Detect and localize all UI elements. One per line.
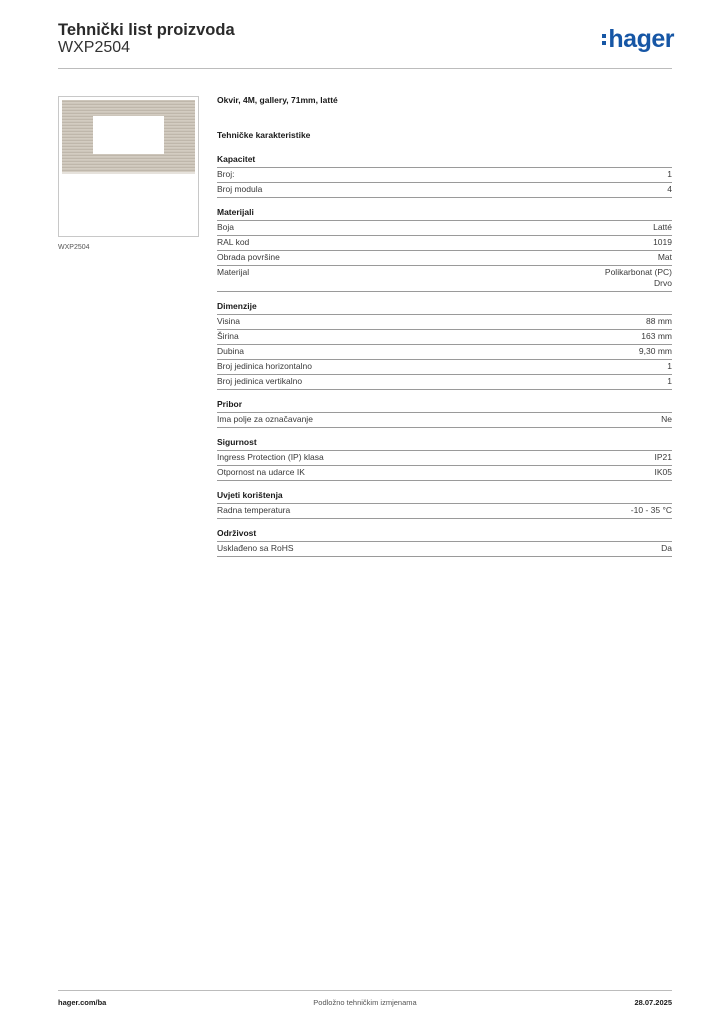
spec-value-line: Polikarbonat (PC)	[604, 267, 672, 277]
logo-dots-icon	[602, 34, 606, 45]
section-title: Materijali	[217, 207, 672, 221]
section-title: Kapacitet	[217, 154, 672, 168]
footer-divider	[58, 990, 672, 991]
spec-row	[217, 466, 672, 481]
spec-row	[217, 183, 672, 198]
spec-value	[667, 376, 672, 387]
footer	[58, 998, 672, 1007]
image-caption: WXP2504	[58, 244, 90, 251]
spec-row	[217, 413, 672, 428]
spec-label: Dubina	[217, 346, 244, 356]
footer-notice: Podložno tehničkim izmjenama	[313, 998, 417, 1007]
spec-label: Boja	[217, 222, 235, 232]
spec-value	[661, 543, 672, 554]
spec-label: Visina	[217, 316, 240, 326]
spec-sections	[217, 154, 672, 557]
spec-value-line: 1019	[653, 237, 672, 247]
spec-content	[217, 95, 672, 566]
spec-value-line: 1	[667, 361, 672, 371]
tech-heading: Tehničke karakteristike	[217, 130, 311, 140]
spec-row	[217, 251, 672, 266]
spec-row	[217, 375, 672, 390]
spec-section	[217, 154, 672, 198]
footer-date: 28.07.2025	[634, 998, 672, 1007]
spec-label: Materijal	[217, 267, 250, 277]
spec-value	[639, 346, 672, 357]
spec-value	[667, 184, 672, 195]
spec-row	[217, 451, 672, 466]
spec-row	[217, 266, 672, 292]
spec-section	[217, 437, 672, 481]
spec-value	[641, 331, 672, 342]
spec-value-line: Ne	[661, 414, 672, 424]
spec-value-line: Da	[661, 543, 672, 553]
spec-row	[217, 360, 672, 375]
spec-label: Obrada površine	[217, 252, 280, 262]
spec-value-line: IK05	[654, 467, 672, 477]
spec-value-line: 9,30 mm	[638, 346, 672, 356]
spec-section	[217, 207, 672, 292]
spec-row	[217, 504, 672, 519]
spec-value	[646, 316, 672, 327]
spec-value-line: Mat	[657, 252, 672, 262]
spec-value-line: 88 mm	[646, 316, 672, 326]
spec-section	[217, 528, 672, 557]
spec-row	[217, 221, 672, 236]
footer-website[interactable]: hager.com/ba	[58, 998, 107, 1007]
spec-section	[217, 399, 672, 428]
spec-section	[217, 301, 672, 390]
spec-value	[655, 452, 673, 463]
spec-label: Otpornost na udarce IK	[217, 467, 305, 477]
spec-label: RAL kod	[217, 237, 250, 247]
spec-label: Širina	[217, 331, 239, 341]
spec-label: Usklađeno sa RoHS	[217, 543, 294, 553]
logo-wordmark: hager	[608, 25, 674, 53]
spec-row	[217, 168, 672, 183]
product-name: Okvir, 4M, gallery, 71mm, latté	[217, 95, 338, 105]
section-title: Pribor	[217, 399, 672, 413]
section-title: Sigurnost	[217, 437, 672, 451]
spec-value-line: -10 - 35 °C	[630, 505, 672, 515]
spec-value-line: 1	[667, 169, 672, 179]
spec-value	[658, 252, 672, 263]
spec-value	[655, 467, 673, 478]
spec-value-line: Drvo	[654, 278, 672, 288]
spec-value-line: 4	[667, 184, 672, 194]
spec-row	[217, 236, 672, 251]
page-title: Tehnički list proizvoda	[58, 21, 235, 39]
frame-opening	[93, 116, 164, 154]
spec-section	[217, 490, 672, 519]
spec-value	[631, 505, 672, 516]
spec-value	[667, 361, 672, 372]
spec-row	[217, 345, 672, 360]
spec-value	[605, 267, 672, 289]
spec-value	[653, 222, 672, 233]
product-code: WXP2504	[58, 39, 131, 56]
spec-label: Radna temperatura	[217, 505, 291, 515]
section-title: Održivost	[217, 528, 672, 542]
spec-value-line: 163 mm	[641, 331, 672, 341]
spec-value-line: Latté	[653, 222, 672, 232]
spec-value-line: IP21	[654, 452, 672, 462]
spec-label: Broj jedinica horizontalno	[217, 361, 312, 371]
spec-label: Ima polje za označavanje	[217, 414, 313, 424]
section-title: Uvjeti korištenja	[217, 490, 672, 504]
section-title: Dimenzije	[217, 301, 672, 315]
spec-value-line: 1	[667, 376, 672, 386]
spec-value	[667, 169, 672, 180]
spec-row	[217, 315, 672, 330]
spec-label: Broj:	[217, 169, 235, 179]
hager-logo	[602, 27, 674, 52]
spec-label: Broj jedinica vertikalno	[217, 376, 303, 386]
spec-row	[217, 542, 672, 557]
spec-value	[653, 237, 672, 248]
spec-label: Ingress Protection (IP) klasa	[217, 452, 324, 462]
product-image	[58, 96, 199, 237]
spec-value	[661, 414, 672, 425]
header-divider	[58, 68, 672, 69]
spec-row	[217, 330, 672, 345]
frame-plate-image	[62, 100, 195, 174]
spec-label: Broj modula	[217, 184, 263, 194]
